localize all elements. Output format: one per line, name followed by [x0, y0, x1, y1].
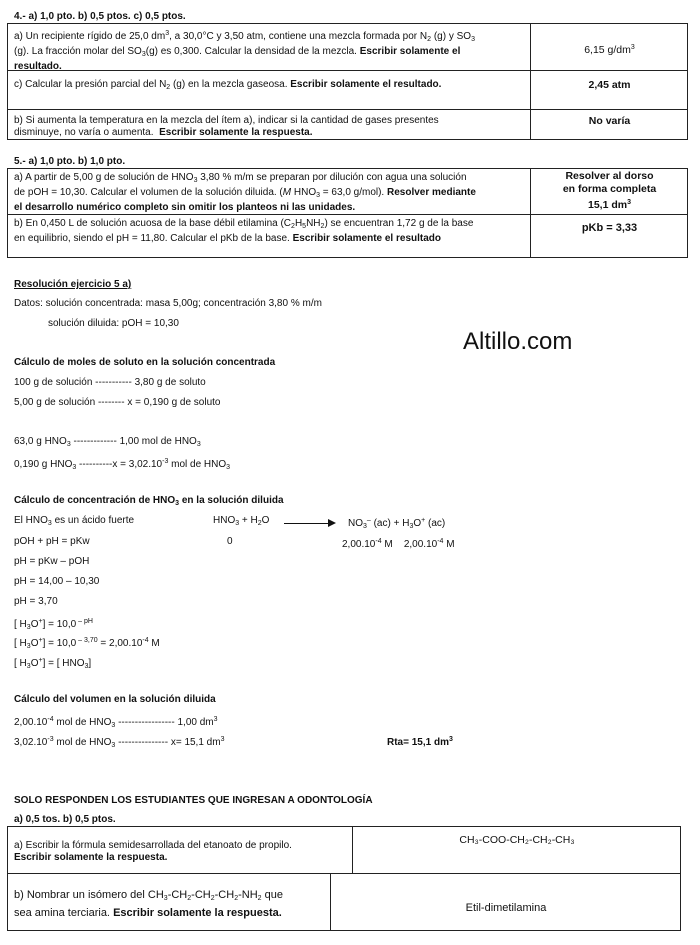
diluida-line: solución diluida: pOH = 10,30	[48, 318, 179, 329]
odonto-header: SOLO RESPONDEN LOS ESTUDIANTES QUE INGRESAN A ODONTOLOGÍA	[14, 795, 373, 806]
acid-strong-line: El $HNO_3$ es un ácido fuerte	[14, 515, 135, 527]
odonto-b-answer: Etil-dimetilamina	[465, 902, 547, 914]
resolution-title: Resolución ejercicio 5 a)	[14, 279, 132, 290]
heading-volumen: Cálculo del volumen en la solución diluida	[14, 694, 216, 705]
q4b-answer: No varía	[588, 115, 631, 127]
h3o-line-2: [ $H_3O^+] = 10,0$ $^{- 3,70} = 2,00.10^{-4}$ M	[14, 637, 160, 650]
q4a-answer: 6,15 $g/dm^3$	[584, 44, 635, 56]
ph-line-2: pH = 14,00 – 10,30	[14, 576, 100, 587]
equation-products: $NO_3^-$ $(ac) + H_3O^+$ (ac)	[348, 517, 446, 530]
q5b-answer: pKb = 3,33	[581, 222, 638, 234]
q5b-question: b) En 0,450 L de solución acuosa de la base débil etilamina $(C_2H_5NH_2)$ se encuentran 1,72 g de la base en equilibrio, siendo el pH = 11,80. Calcular el pKb de la base. Escribir solamente el resultado	[14, 218, 474, 244]
heading-moles: Cálculo de moles de soluto en la solución concentrada	[14, 357, 276, 368]
reaction-arrowhead	[328, 519, 336, 527]
q4-header: 4.- a) 1,0 pto. b) 0,5 ptos. c) 0,5 ptos.	[14, 11, 186, 22]
q5a-question: a) A partir de 5,00 g de solución de $HNO_3$ 3,80 % m/m se preparan por dilución con agua una solución de pOH = 10,30. Calcular el volumen de la solución diluida. (M $HNO_3 = 63,0$ g/mol). Resolver mediante el desarrollo numérico completo sin omitir los planteos ni las unidades.	[14, 172, 476, 213]
q5a-answer: Resolver al dorso en forma completa 15,1 $dm^3$	[562, 170, 657, 211]
final-answer: Rta= 15,1 $dm^3$	[387, 736, 453, 748]
heading-concentracion: Cálculo de concentración de $HNO_3$ en la solución diluida	[14, 495, 284, 507]
initial-zero: 0	[227, 536, 233, 547]
q4c-question: c) Calcular la presión parcial del $N_2$ (g) en la mezcla gaseosa. Escribir solamente el resultado.	[14, 79, 442, 91]
q4a-question: a) Un recipiente rígido de 25,0 $dm^3$, a 30,0°C y 3,50 atm, contiene una mezcla formada por $N_2$ (g) y $SO_3$ (g). La fracción molar del $SO_3(g)$ es 0,300. Calcular la densidad de la mezcla. Escribir solamente el resultado.	[14, 30, 475, 72]
equation-reactants: $HNO_3 + H_2O$	[213, 515, 270, 527]
q5-header: 5.- a) 1,0 pto. b) 1,0 pto.	[14, 156, 126, 167]
ph-line-1: pH = pKw – pOH	[14, 556, 90, 567]
datos-line: Datos: solución concentrada: masa 5,00g; concentración 3,80 % m/m	[14, 298, 322, 309]
watermark-logo: Altillo.com	[463, 328, 573, 355]
h3o-line-1: [ $H_3O^+] = 10,0$ $^{- pH}$	[14, 618, 93, 631]
volume-line-2: $3,02.10^{-3}$ mol de $HNO_3$ --------------- x= 15,1 $dm^3$	[14, 736, 225, 749]
molar-line-2: 0,190 g $HNO_3$ $----------x = 3,02.10^{-3}$ mol de $HNO_3$	[14, 458, 231, 471]
q4c-answer: 2,45 atm	[588, 79, 631, 91]
odonto-sub: a) 0,5 tos. b) 0,5 ptos.	[14, 814, 116, 825]
equilibrium-values: $2,00.10^{-4}$ M $2,00.10^{-4}$ M	[342, 538, 455, 550]
q4b-question: b) Si aumenta la temperatura en la mezcla del ítem a), indicar si la cantidad de gases presentes disminuye, no varía o aumenta. Escribir solamente la respuesta.	[14, 115, 439, 138]
moles-line-2: 5,00 g de solución -------- x = 0,190 g de soluto	[14, 397, 221, 408]
ph-line-3: pH = 3,70	[14, 596, 58, 607]
poh-ph-line: pOH + pH = pKw	[14, 536, 90, 547]
odonto-a-answer: CH₃-COO-CH₂-CH₂-CH₃	[459, 834, 575, 846]
volume-line-1: $2,00.10^{-4}$ mol de $HNO_3$ ----------------- 1,00 $dm^3$	[14, 716, 218, 729]
moles-line-1: 100 g de solución ----------- 3,80 g de soluto	[14, 377, 206, 388]
h3o-line-3: [ $H_3O^+$] = [ $HNO_3$]	[14, 657, 92, 670]
odonto-b-question: b) Nombrar un isómero del $CH_3-CH_2-CH_2-CH_2-NH_2$ que sea amina terciaria. Escribir solamente la respuesta.	[14, 889, 283, 919]
reaction-arrow	[284, 523, 330, 524]
odonto-a-question: a) Escribir la fórmula semidesarrollada del etanoato de propilo. Escribir solamente la respuesta.	[14, 840, 292, 863]
molar-line-1: 63,0 g $HNO_3$ ------------- 1,00 mol de $HNO_3$	[14, 436, 201, 448]
